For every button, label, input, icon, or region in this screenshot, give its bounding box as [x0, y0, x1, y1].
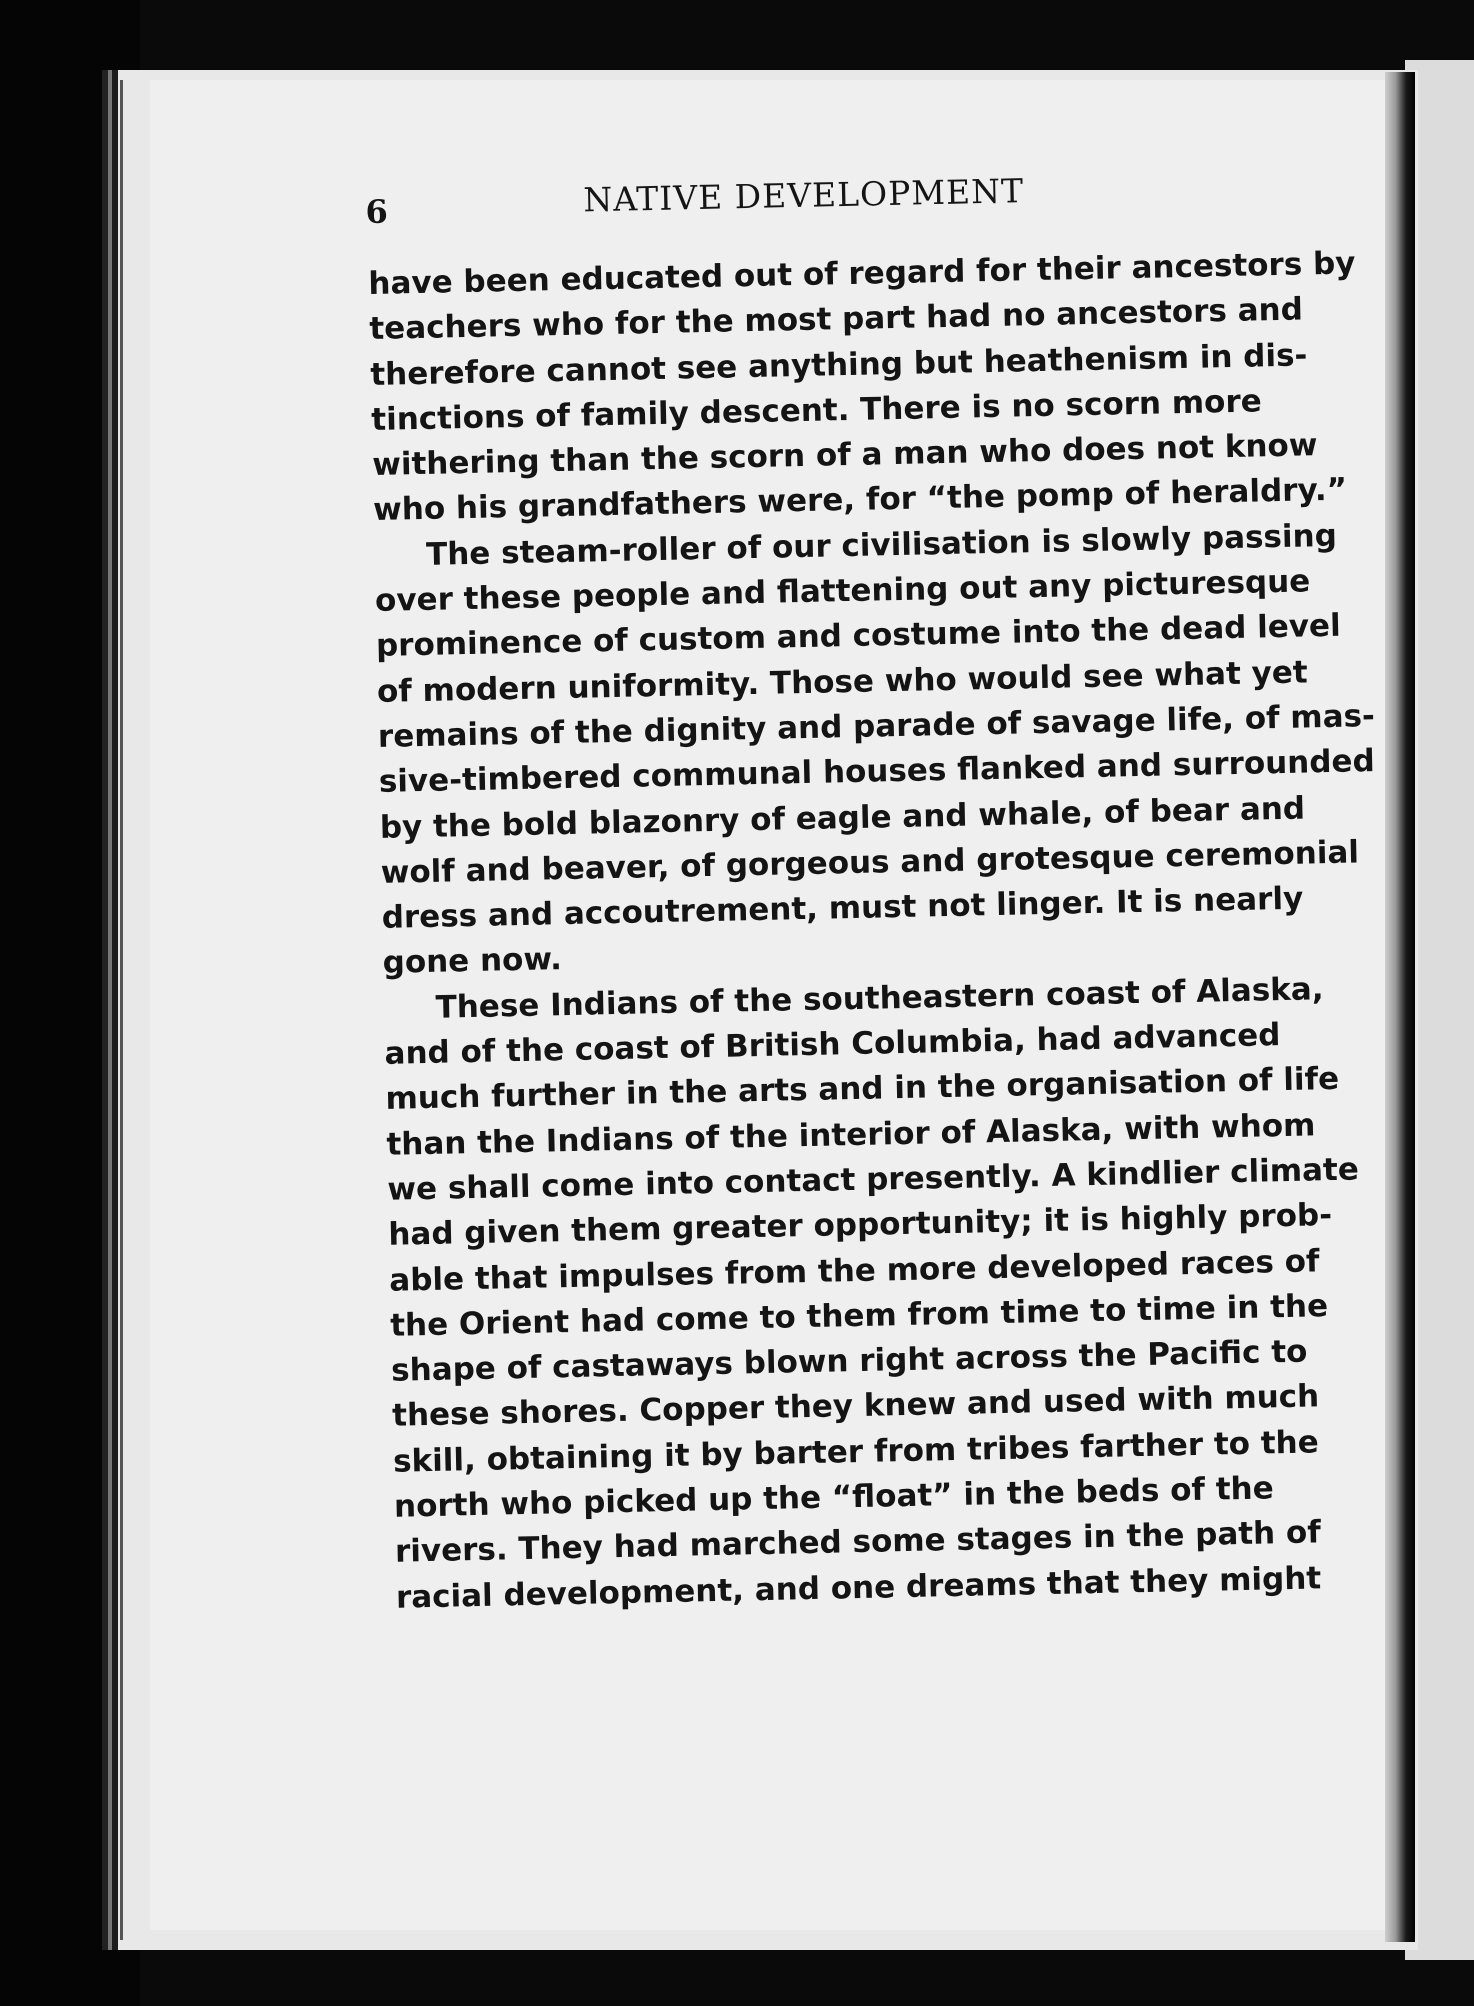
text-line: the Orient had come to them from time to time in the: [389, 1287, 1329, 1344]
text-line: rivers. They had marched some stages in the path of: [394, 1514, 1322, 1571]
text-line: able that impulses from the more developed races of: [388, 1242, 1320, 1299]
text-line: of modern uniformity. Those who would see what yet: [376, 654, 1309, 710]
text-line: shape of castaways blown right across the Pacific to: [390, 1333, 1308, 1389]
text-line: gone now.: [382, 941, 563, 982]
page-number: 6: [365, 192, 389, 231]
gutter-shadow: [1385, 72, 1415, 1942]
text-line: wolf and beaver, of gorgeous and grotesque ceremonial: [380, 834, 1360, 891]
text-line: therefore cannot see anything but heathenism in dis-: [369, 336, 1308, 393]
text-line: dress and accoutrement, must not linger. It is nearly: [381, 880, 1304, 937]
text-line: and of the coast of British Columbia, had advanced: [384, 1017, 1281, 1072]
text-line: racial development, and one dreams that they might: [395, 1559, 1322, 1616]
text-line: over these people and flattening out any picturesque: [374, 563, 1311, 619]
text-line: than the Indians of the interior of Alaska, with whom: [386, 1106, 1316, 1163]
text-line: these shores. Copper they knew and used with much: [391, 1378, 1320, 1435]
text-line: withering than the scorn of a man who does not know: [371, 427, 1318, 484]
text-line: remains of the dignity and parade of savage life, of mas-: [377, 697, 1376, 755]
text-line: have been educated out of regard for their ancestors by: [368, 245, 1356, 302]
text-line: had given them greater opportunity; it is highly prob-: [388, 1197, 1333, 1254]
running-title: NATIVE DEVELOPMENT: [582, 171, 1025, 220]
text-line: These Indians of the southeastern coast of Alaska,: [435, 970, 1324, 1026]
binding-edge: [120, 80, 123, 1940]
text-line: prominence of custom and costume into the dead level: [375, 608, 1342, 665]
text-line: teachers who for the most part had no ancestors and: [369, 291, 1304, 348]
text-line: by the bold blazonry of eagle and whale, of bear and: [379, 790, 1306, 846]
text-line: much further in the arts and in the organisation of life: [385, 1061, 1340, 1118]
text-line: we shall come into contact presently. A kindlier climate: [387, 1151, 1360, 1208]
text-line: sive-timbered communal houses flanked and surrounded: [378, 743, 1376, 801]
text-line: The steam-roller of our civilisation is slowly passing: [425, 517, 1338, 573]
text-line: skill, obtaining it by barter from tribes farther to the: [392, 1424, 1320, 1480]
text-line: who his grandfathers were, for “the pomp of heraldry.”: [372, 472, 1348, 529]
body-text: [368, 244, 1376, 1621]
text-line: north who picked up the “float” in the beds of the: [393, 1470, 1275, 1525]
text-line: tinctions of family descent. There is no scorn more: [370, 383, 1263, 438]
